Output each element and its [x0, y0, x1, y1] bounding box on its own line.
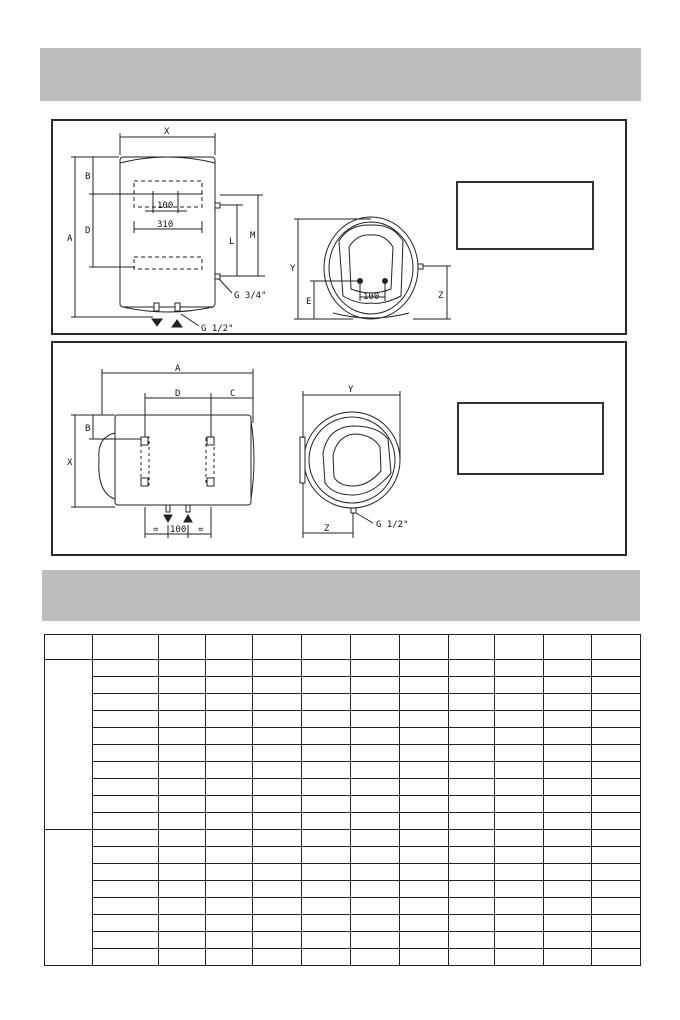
table-cell [93, 796, 159, 813]
table-cell [351, 932, 400, 949]
table-cell [302, 779, 351, 796]
table-cell [159, 881, 206, 898]
table-cell [400, 762, 449, 779]
table-cell [159, 847, 206, 864]
table-cell [400, 915, 449, 932]
table-cell [159, 898, 206, 915]
table-cell [495, 745, 544, 762]
table-cell [495, 830, 544, 847]
thread-outlet-label: G 3/4" [234, 291, 267, 301]
table-cell [206, 864, 253, 881]
table-cell [159, 864, 206, 881]
vertical-heater-diagram [51, 119, 627, 335]
table-cell [302, 898, 351, 915]
table-cell [206, 898, 253, 915]
table-cell [253, 779, 302, 796]
table-cell [449, 728, 495, 745]
table-cell [400, 779, 449, 796]
table-cell [253, 677, 302, 694]
table-cell [206, 949, 253, 966]
table-cell [159, 694, 206, 711]
table-cell [159, 796, 206, 813]
table-row [45, 864, 641, 881]
table-cell [544, 915, 592, 932]
table-cell [93, 830, 159, 847]
dim-l-label: L [229, 237, 235, 247]
table-cell [592, 949, 641, 966]
table-cell [93, 915, 159, 932]
table-cell [159, 830, 206, 847]
dim-a-label-h: A [175, 364, 181, 374]
table-cell [93, 677, 159, 694]
equal-right-label: = [198, 525, 204, 535]
table-cell [206, 915, 253, 932]
table-cell [449, 915, 495, 932]
table-cell [206, 813, 253, 830]
table-cell [449, 779, 495, 796]
table-cell [495, 762, 544, 779]
table-cell [400, 711, 449, 728]
table-cell [544, 881, 592, 898]
spacing-100-label: 100 [157, 201, 174, 211]
table-cell [495, 864, 544, 881]
table-cell [93, 813, 159, 830]
table-cell [302, 949, 351, 966]
table-cell [592, 898, 641, 915]
table-cell [351, 745, 400, 762]
table-cell [495, 779, 544, 796]
table-cell [159, 949, 206, 966]
table-cell [351, 762, 400, 779]
table-cell [253, 711, 302, 728]
table-cell [253, 728, 302, 745]
table-cell [253, 898, 302, 915]
table-row [45, 796, 641, 813]
table-cell [495, 796, 544, 813]
table-cell [302, 660, 351, 677]
dim-d-label-h: D [175, 389, 181, 399]
table-cell [495, 949, 544, 966]
table-cell [302, 813, 351, 830]
table-cell [592, 694, 641, 711]
table-row [45, 813, 641, 830]
table-cell [253, 745, 302, 762]
table-cell [495, 711, 544, 728]
table-cell [206, 830, 253, 847]
table-header-cell [206, 635, 253, 660]
tank-body-horizontal [115, 415, 251, 505]
table-cell [592, 864, 641, 881]
table-cell [495, 660, 544, 677]
dim-e-label: E [306, 297, 312, 307]
table-row [45, 881, 641, 898]
table-cell [400, 677, 449, 694]
table-cell [592, 847, 641, 864]
table-row [45, 830, 641, 847]
table-cell [400, 898, 449, 915]
lower-element [134, 257, 202, 269]
dim-b-label: B [85, 172, 91, 182]
table-cell [544, 898, 592, 915]
table-cell [302, 728, 351, 745]
table-cell [449, 762, 495, 779]
table-cell [351, 813, 400, 830]
table-cell [93, 881, 159, 898]
table-cell [495, 932, 544, 949]
table-cell [206, 847, 253, 864]
table-cell [592, 830, 641, 847]
table-row [45, 779, 641, 796]
table-cell [495, 915, 544, 932]
table-cell [400, 847, 449, 864]
table-cell [159, 745, 206, 762]
table-cell [592, 660, 641, 677]
table-cell [544, 762, 592, 779]
top-banner [40, 48, 641, 101]
table-cell [302, 847, 351, 864]
table-cell [93, 745, 159, 762]
tank-side-outer [324, 217, 418, 319]
table-row [45, 694, 641, 711]
table-cell [206, 660, 253, 677]
table-cell [206, 881, 253, 898]
dim-a-label: A [67, 234, 73, 244]
table-cell [253, 949, 302, 966]
table-cell [544, 660, 592, 677]
table-cell [449, 847, 495, 864]
table-cell [351, 728, 400, 745]
table-cell [495, 813, 544, 830]
dim-x-label-h: X [67, 458, 73, 468]
table-cell [400, 864, 449, 881]
table-header-cell [45, 635, 93, 660]
thread-side-label: G 1/2" [376, 520, 409, 530]
table-row [45, 847, 641, 864]
table-cell [544, 779, 592, 796]
table-cell [159, 762, 206, 779]
table-cell [495, 847, 544, 864]
table-cell [495, 677, 544, 694]
table-cell [302, 830, 351, 847]
table-row [45, 762, 641, 779]
table-cell [400, 745, 449, 762]
table-header-cell [449, 635, 495, 660]
table-cell [495, 728, 544, 745]
table-cell [449, 830, 495, 847]
table-cell [253, 881, 302, 898]
table-cell [93, 847, 159, 864]
dim-c-label-h: C [230, 389, 236, 399]
table-cell [159, 711, 206, 728]
table-cell [495, 694, 544, 711]
table-cell [93, 762, 159, 779]
table-cell [93, 728, 159, 745]
table-cell [159, 728, 206, 745]
table-cell [592, 745, 641, 762]
table-cell [253, 762, 302, 779]
table-group-cell [45, 660, 93, 830]
table-cell [93, 898, 159, 915]
table-row [45, 660, 641, 677]
table-row [45, 915, 641, 932]
table-cell [351, 711, 400, 728]
width-310-label: 310 [157, 220, 174, 230]
table-cell [93, 949, 159, 966]
table-cell [592, 677, 641, 694]
table-cell [302, 711, 351, 728]
table-cell [592, 711, 641, 728]
table-cell [253, 932, 302, 949]
table-cell [253, 660, 302, 677]
table-cell [351, 847, 400, 864]
table-cell [351, 881, 400, 898]
table-cell [206, 779, 253, 796]
table-header-cell [159, 635, 206, 660]
table-header-cell [351, 635, 400, 660]
table-cell [400, 796, 449, 813]
table-cell [592, 813, 641, 830]
table-row [45, 711, 641, 728]
table-cell [449, 677, 495, 694]
table-cell [206, 711, 253, 728]
table-cell [302, 796, 351, 813]
table-cell [93, 932, 159, 949]
table-cell [206, 745, 253, 762]
table-cell [93, 779, 159, 796]
table-cell [253, 915, 302, 932]
dim-z-label: Z [438, 291, 444, 301]
dim-y-label-h: Y [348, 385, 354, 395]
table-row [45, 898, 641, 915]
table-cell [93, 711, 159, 728]
table-cell [159, 915, 206, 932]
dim-m-label: M [250, 231, 256, 241]
table-cell [93, 694, 159, 711]
table-cell [253, 864, 302, 881]
table-cell [449, 813, 495, 830]
equal-left-label: = [153, 525, 159, 535]
table-cell [302, 694, 351, 711]
table-cell [93, 660, 159, 677]
dim-d-label: D [85, 226, 91, 236]
table-row [45, 677, 641, 694]
table-cell [206, 694, 253, 711]
table-cell [302, 745, 351, 762]
dim-b-label-h: B [85, 424, 91, 434]
table-cell [351, 796, 400, 813]
horizontal-heater-diagram [51, 341, 627, 556]
table-row [45, 949, 641, 966]
table-cell [302, 932, 351, 949]
table-header-cell [592, 635, 641, 660]
table-header-cell [253, 635, 302, 660]
table-cell [495, 881, 544, 898]
table-header-cell [544, 635, 592, 660]
table-cell [544, 864, 592, 881]
table-cell [544, 796, 592, 813]
table-cell [400, 694, 449, 711]
table-header-cell [495, 635, 544, 660]
table-cell [351, 694, 400, 711]
table-cell [544, 813, 592, 830]
table-cell [351, 949, 400, 966]
table-cell [449, 660, 495, 677]
table-cell [253, 796, 302, 813]
table-cell [302, 915, 351, 932]
table-header-row [45, 635, 641, 660]
table-cell [351, 864, 400, 881]
table-cell [206, 932, 253, 949]
table-cell [351, 677, 400, 694]
table-cell [302, 762, 351, 779]
table-header-cell [93, 635, 159, 660]
dim-y-label: Y [290, 264, 296, 274]
table-cell [544, 949, 592, 966]
table-cell [544, 728, 592, 745]
table-cell [206, 677, 253, 694]
table-cell [159, 660, 206, 677]
table-cell [159, 813, 206, 830]
table-cell [544, 932, 592, 949]
dim-z-label-h: Z [324, 524, 330, 534]
table-cell [592, 881, 641, 898]
table-cell [302, 881, 351, 898]
table-cell [93, 864, 159, 881]
table-cell [544, 694, 592, 711]
table-cell [253, 847, 302, 864]
table-cell [449, 932, 495, 949]
table-cell [400, 881, 449, 898]
spacing-100-label-h: 100 [170, 525, 187, 535]
table-cell [206, 762, 253, 779]
spacing-100-side-label: 100 [363, 292, 380, 302]
table-cell [302, 864, 351, 881]
table-cell [206, 728, 253, 745]
table-cell [253, 813, 302, 830]
dim-x-label: X [164, 127, 170, 137]
table-cell [449, 898, 495, 915]
table-cell [449, 864, 495, 881]
thread-inlet-label: G 1/2" [201, 324, 234, 333]
table-cell [449, 745, 495, 762]
table-cell [400, 830, 449, 847]
table-cell [400, 813, 449, 830]
table-cell [449, 796, 495, 813]
table-header-cell [400, 635, 449, 660]
table-cell [159, 779, 206, 796]
table-cell [400, 728, 449, 745]
table-cell [159, 932, 206, 949]
table-cell [400, 660, 449, 677]
table-cell [495, 898, 544, 915]
table-cell [351, 830, 400, 847]
specifications-table [44, 634, 641, 966]
table-cell [592, 762, 641, 779]
table-cell [544, 677, 592, 694]
table-cell [592, 915, 641, 932]
table-cell [544, 711, 592, 728]
table-cell [159, 677, 206, 694]
middle-banner [42, 570, 640, 621]
table-cell [449, 881, 495, 898]
table-cell [592, 796, 641, 813]
table-cell [592, 932, 641, 949]
table-header-cell [302, 635, 351, 660]
table-cell [592, 728, 641, 745]
table-cell [351, 779, 400, 796]
table-cell [400, 949, 449, 966]
table-group-cell [45, 830, 93, 966]
table-cell [449, 949, 495, 966]
table-row [45, 932, 641, 949]
table-cell [544, 745, 592, 762]
table-cell [351, 660, 400, 677]
info-box-horizontal [457, 402, 604, 475]
table-cell [544, 847, 592, 864]
table-cell [206, 796, 253, 813]
table-row [45, 728, 641, 745]
info-box-vertical [456, 181, 594, 250]
table-row [45, 745, 641, 762]
table-cell [351, 915, 400, 932]
table-cell [351, 898, 400, 915]
table-cell [253, 694, 302, 711]
table-cell [449, 711, 495, 728]
table-cell [592, 779, 641, 796]
table-cell [253, 830, 302, 847]
table-cell [400, 932, 449, 949]
table-cell [449, 694, 495, 711]
table-cell [302, 677, 351, 694]
table-cell [544, 830, 592, 847]
